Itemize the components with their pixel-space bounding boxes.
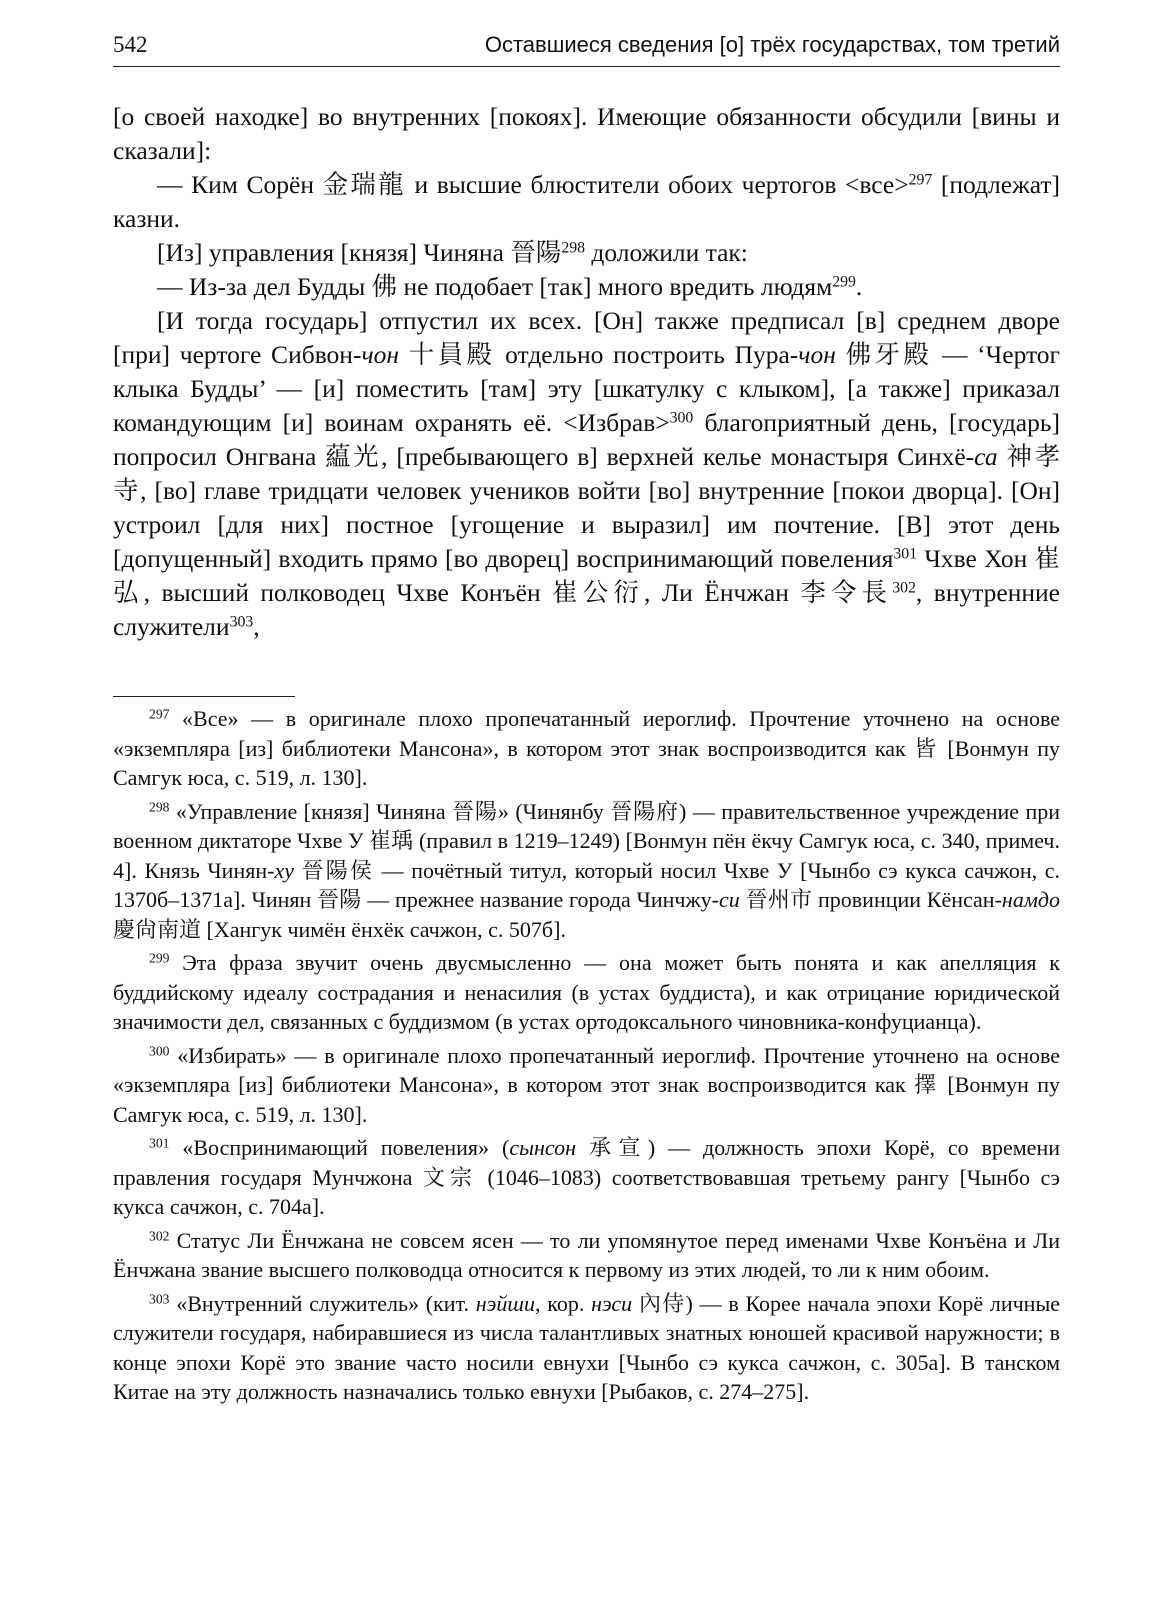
footnote-number: 299 <box>149 950 170 966</box>
footnote-number: 297 <box>149 706 170 722</box>
footnote-number: 302 <box>149 1228 170 1243</box>
text-run: , кор. <box>534 1290 592 1316</box>
footnote-ref[interactable]: 300 <box>669 409 694 427</box>
footnote-298 <box>113 797 1060 945</box>
running-title: Оставшиеся сведения [о] трёх государствах, том третий <box>484 32 1060 57</box>
page-number: 542 <box>113 32 148 57</box>
footnote-number: 301 <box>149 1135 170 1151</box>
text-run: [И тогда государь] отпустил их всех. [Он] также предписал [в] среднем дворе [при] чертоге Сибвон- <box>113 306 1060 369</box>
text-run: [Из] управления [князя] Чиняна 晉陽 <box>157 238 562 267</box>
text-run: — Ким Сорён 金瑞龍 и высшие блюстители обоих чертогов <все> <box>157 170 909 199</box>
footnote-ref[interactable]: 299 <box>832 273 856 291</box>
text-run: Чхве Хон 崔弘, высший полководец Чхве Конъён 崔公衍, Ли Ёнчжан 李令長 <box>113 544 1060 607</box>
footnote-number: 298 <box>149 799 170 814</box>
paragraph <box>113 236 1060 270</box>
italic-term: си <box>718 887 740 912</box>
italic-term: намдо <box>1001 887 1061 912</box>
footnote-299 <box>113 948 1060 1037</box>
italic-term: са <box>974 442 998 471</box>
text-run: «Избирать» — в оригинале плохо пропечатанный иероглиф. Прочтение уточнено на основе «экземпляра [из] библиотеки Мансона», в котором этот знак воспроизводится как 擇 [Вонмун пу Самгук юса, с. 519, л. 130]. <box>113 1042 1060 1127</box>
text-run: 佛牙殿 — ‘Чертог клыка Будды’ — [и] поместить [там] эту [шкатулку с клыком], [а также] приказал командующим [и] воинам охранять её. <Избрав> <box>113 340 1060 437</box>
footnote-297 <box>113 704 1060 793</box>
text-run: 十員殿 отдельно построить Пура- <box>399 340 799 369</box>
text-run: 神孝寺, [во] главе тридцати человек учеников войти [во] внутренние [покои дворца]. [Он] устроил [для них] постное [угощение и выразил] им почтение. [В] этот день [допущенный] входить прямо [во дворец] воспринимающий повеления <box>113 442 1060 573</box>
paragraph <box>113 270 1060 304</box>
text-run: , внутренние служители <box>113 578 1061 641</box>
text-run: «Все» — в оригинале плохо пропечатанный иероглиф. Прочтение уточнено на основе «экземпляра [из] библиотеки Мансона», в котором этот знак воспроизводится как 皆 [Вонмун пу Самгук юса, с. 519, л. 130]. <box>113 706 1060 790</box>
paragraph <box>113 168 1060 236</box>
text-run: [о своей находке] во внутренних [покоях]. Имеющие обязанности обсудили [вины и сказали]: <box>113 102 1060 165</box>
italic-term: чон <box>361 340 400 369</box>
italic-term: сынсон <box>509 1135 577 1160</box>
text-run: 晉州市 провинции Кёнсан- <box>739 887 1002 912</box>
text-run: благоприятный день, [государь] попросил Онгвана 藴光, [пребывающего в] верхней келье монастыря Синхё- <box>113 408 1060 471</box>
footnote-301 <box>113 1133 1060 1222</box>
footnote-300 <box>113 1041 1060 1130</box>
text-run: 慶尙南道 [Хангук чимён ёнхёк сачжон, с. 507б]. <box>113 916 566 942</box>
footnotes <box>113 704 1060 1411</box>
footnote-302 <box>113 1226 1060 1285</box>
footnote-separator <box>113 696 295 697</box>
text-run: Эта фраза звучит очень двусмысленно — она может быть понята и как апелляция к буддийскому идеалу сострадания и ненасилия (в устах буддиста), и как отрицание юридической значимости дел, связанных с буддизмом (в устах ортодоксального чиновника-конфуцианца). <box>113 950 1060 1034</box>
italic-term: нэйши <box>475 1290 535 1316</box>
text-run: . <box>855 272 863 301</box>
paragraph <box>113 100 1060 168</box>
footnote-ref[interactable]: 302 <box>892 579 916 597</box>
footnote-ref[interactable]: 298 <box>561 239 586 257</box>
text-run: , <box>253 612 260 641</box>
text-run: «Управление [князя] Чиняна 晉陽» (Чинянбу 晉陽府) — правительственное учреждение при военном диктаторе Чхве У 崔瑀 (правил в 1219–1249) [Вонмун пён ёкчу Самгук юса, с. 340, примеч. 4]. Князь Чинян- <box>113 798 1060 883</box>
footnote-303 <box>113 1289 1060 1407</box>
text-run: 晉陽侯 — почётный титул, который носил Чхве У [Чынбо сэ кукса сачжон, с. 1370б–1371а]. Чинян 晉陽 — прежнее название города Чинчжу- <box>113 857 1060 912</box>
main-text <box>113 100 1060 644</box>
text-run: — Из-за дел Будды 佛 не подобает [так] много вредить людям <box>157 272 833 301</box>
text-run: «Воспринимающий повеления» ( <box>169 1135 510 1160</box>
italic-term: ху <box>274 857 294 883</box>
footnote-ref[interactable]: 301 <box>893 545 918 563</box>
text-run: 內侍) — в Корее начала эпохи Корё личные служители государя, набиравшиеся из числа талантливых знатных юношей красивой наружности; в конце эпохи Корё это звание часто носили евнухи [Чынбо сэ кукса сачжон, с. 305а]. В танском Китае на эту должность назначались только евнухи [Рыбаков, с. 274–275]. <box>113 1290 1060 1404</box>
text-run: Статус Ли Ёнчжана не совсем ясен — то ли упомянутое перед именами Чхве Конъёна и Ли Ёнчжана звание высшего полководца относится к первому из этих людей, то ли к ним обоим. <box>113 1227 1060 1282</box>
text-run: [подлежат] казни. <box>113 170 1060 233</box>
italic-term: нэси <box>591 1290 633 1316</box>
text-run: «Внутренний служитель» (кит. <box>169 1290 476 1316</box>
footnote-number: 303 <box>149 1291 170 1306</box>
running-header <box>113 26 1060 67</box>
footnote-number: 300 <box>149 1043 170 1058</box>
text-run: 承宣) — должность эпохи Корё, со времени правления государя Мунчжона 文宗 (1046–1083) соответствовавшая третьему рангу [Чынбо сэ кукса сачжон, с. 704а]. <box>113 1135 1060 1219</box>
paragraph <box>113 304 1060 644</box>
footnote-ref[interactable]: 303 <box>229 613 254 631</box>
text-run: доложили так: <box>585 238 748 267</box>
italic-term: чон <box>798 340 836 369</box>
footnote-ref[interactable]: 297 <box>908 171 933 189</box>
